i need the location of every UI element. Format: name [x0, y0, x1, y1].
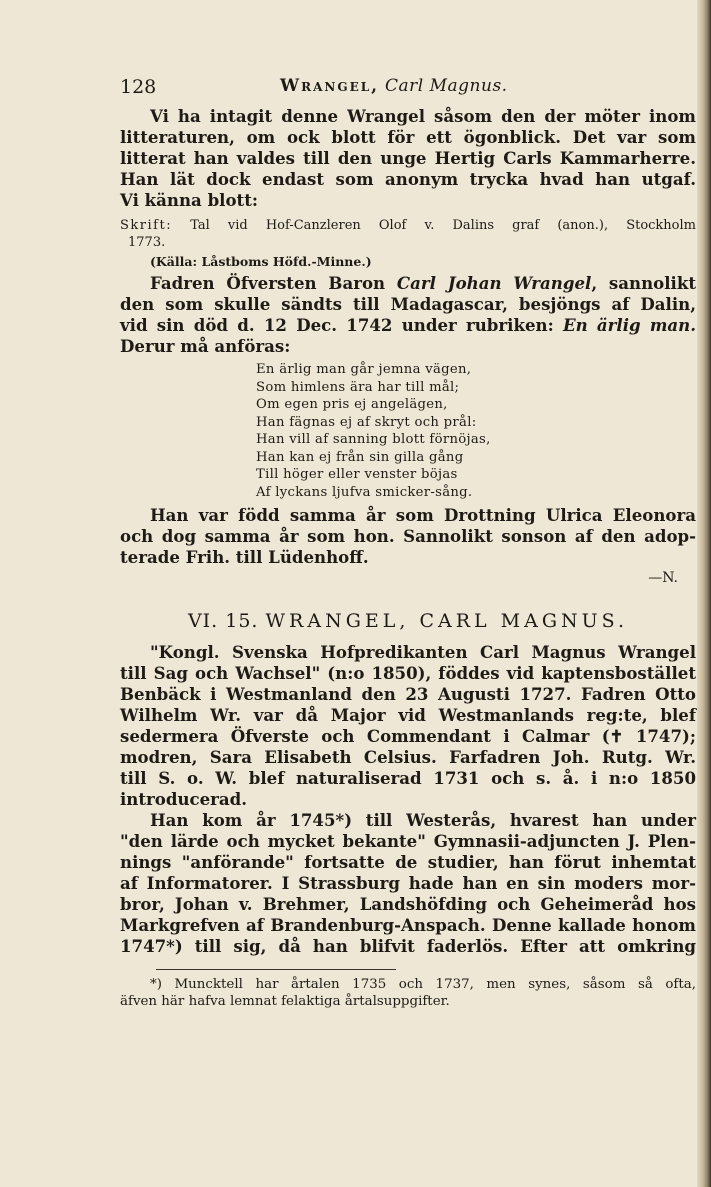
poem-line: Till höger eller venster böjas — [256, 467, 458, 482]
footnote-line: *) Muncktell har årtalen 1735 och 1737, men synes, såsom så ofta, — [150, 977, 696, 992]
page-header — [120, 72, 696, 106]
poem-line: Som himlens ära har till mål; — [256, 379, 460, 395]
text-line: Han var född samma år som Drottning Ulrica Eleonora — [150, 505, 696, 525]
text-line: Vi känna blott: — [120, 190, 259, 210]
footnote — [120, 976, 696, 1010]
author-signature: —N. — [648, 570, 678, 586]
section-title: WRANGEL, CARL MAGNUS. — [265, 610, 629, 632]
footnote-divider — [156, 969, 396, 970]
section-heading — [120, 610, 696, 632]
running-head — [280, 76, 508, 96]
page-number: 128 — [120, 76, 157, 98]
text-line: Benbäck i Westmanland den 23 Augusti 1727. Fadren Otto — [120, 684, 696, 704]
poem — [256, 361, 696, 501]
text-line: introducerad. — [120, 789, 248, 809]
poem-line: Om egen pris ej angelägen, — [256, 397, 448, 412]
text-line — [120, 315, 696, 336]
poem-line: Han vill af sanning blott förnöjas, — [256, 432, 491, 447]
text-line: till S. o. W. blef naturaliserad 1731 och s. å. i n:o 1850 — [120, 768, 696, 788]
source-text: Tal vid Hof-Canzleren Olof v. Dalins graf (anon.), Stockholm — [190, 218, 696, 233]
biography-paragraph-2 — [120, 810, 696, 957]
source-year: 1773. — [128, 235, 166, 250]
text-line: Markgrefven af Brandenburg-Anspach. Denne kallade honom — [120, 915, 696, 935]
text-line: och dog samma år som hon. Sannolikt sonson af den adop- — [120, 526, 696, 546]
poem-line: Han kan ej från sin gilla gång — [256, 449, 464, 465]
text-line: 1747*) till sig, då han blifvit faderlös. Efter att omkring — [120, 936, 696, 956]
text-line: till Sag och Wachsel" (n:o 1850), föddes vid kaptensbostället — [120, 663, 696, 683]
text-line: Derur må anföras: — [120, 336, 291, 356]
text-run: , sannolikt — [591, 273, 696, 293]
text-run: vid sin död d. 12 Dec. 1742 under rubriken: — [120, 315, 563, 335]
text-line: den som skulle sändts till Madagascar, besjöngs af Dalin, — [120, 294, 696, 314]
running-head-given: Carl Magnus. — [385, 76, 508, 96]
text-line — [120, 273, 696, 294]
text-line: af Informatorer. I Strassburg hade han en sin moders mor- — [120, 873, 696, 893]
text-run: Fadren Öfversten Baron — [150, 273, 397, 293]
text-line: terade Frih. till Lüdenhoff. — [120, 547, 369, 567]
poem-title: En ärlig man. — [562, 315, 696, 335]
text-line: sedermera Öfverste och Commendant i Calmar (✝ 1747); — [120, 726, 696, 746]
father-paragraph — [120, 273, 696, 357]
poem-line: Af lyckans ljufva smicker-sång. — [256, 484, 473, 500]
text-line: Han kom år 1745*) till Westerås, hvarest han under — [150, 810, 696, 830]
source-label: Skrift: — [120, 218, 173, 233]
text-line: litteraturen, om ock blott för ett ögonblick. Det var som — [120, 127, 696, 147]
text-line: "Kongl. Svenska Hofpredikanten Carl Magnus Wrangel — [150, 642, 696, 662]
text-line: Wilhelm Wr. var då Major vid Westmanlands reg:te, blef — [120, 705, 696, 725]
father-name: Carl Johan Wrangel — [396, 273, 592, 293]
footnote-line: äfven här hafva lemnat felaktiga årtalsuppgifter. — [120, 994, 450, 1009]
source-reference: (Källa: Låstboms Höfd.-Minne.) — [150, 254, 372, 269]
biography-paragraph-1 — [120, 642, 696, 810]
poem-line: Han fägnas ej af skryt och prål: — [256, 414, 477, 430]
poem-line: En ärlig man går jemna vägen, — [256, 362, 472, 377]
text-line: litterat han valdes till den unge Hertig Carls Kammarherre. — [120, 148, 696, 168]
text-block — [120, 72, 696, 1010]
birth-paragraph — [120, 505, 696, 568]
text-line: Han lät dock endast som anonym trycka hvad han utgaf. — [120, 169, 696, 189]
text-line: nings "anförande" fortsatte de studier, han förut inhemtat — [120, 852, 696, 872]
intro-paragraph — [120, 106, 696, 211]
text-line: Vi ha intagit denne Wrangel såsom den der möter inom — [150, 106, 696, 126]
text-line: "den lärde och mycket bekante" Gymnasii-adjuncten J. Plen- — [120, 831, 696, 851]
source-entry — [120, 217, 696, 251]
text-line: bror, Johan v. Brehmer, Landshöfding och Geheimeråd hos — [120, 894, 696, 914]
text-line: modren, Sara Elisabeth Celsius. Farfadren Joh. Rutg. Wr. — [120, 747, 696, 767]
section-number: VI. 15. — [187, 610, 259, 632]
page-edge-shadow — [697, 0, 711, 1187]
running-head-name: Wrangel, — [280, 76, 380, 96]
